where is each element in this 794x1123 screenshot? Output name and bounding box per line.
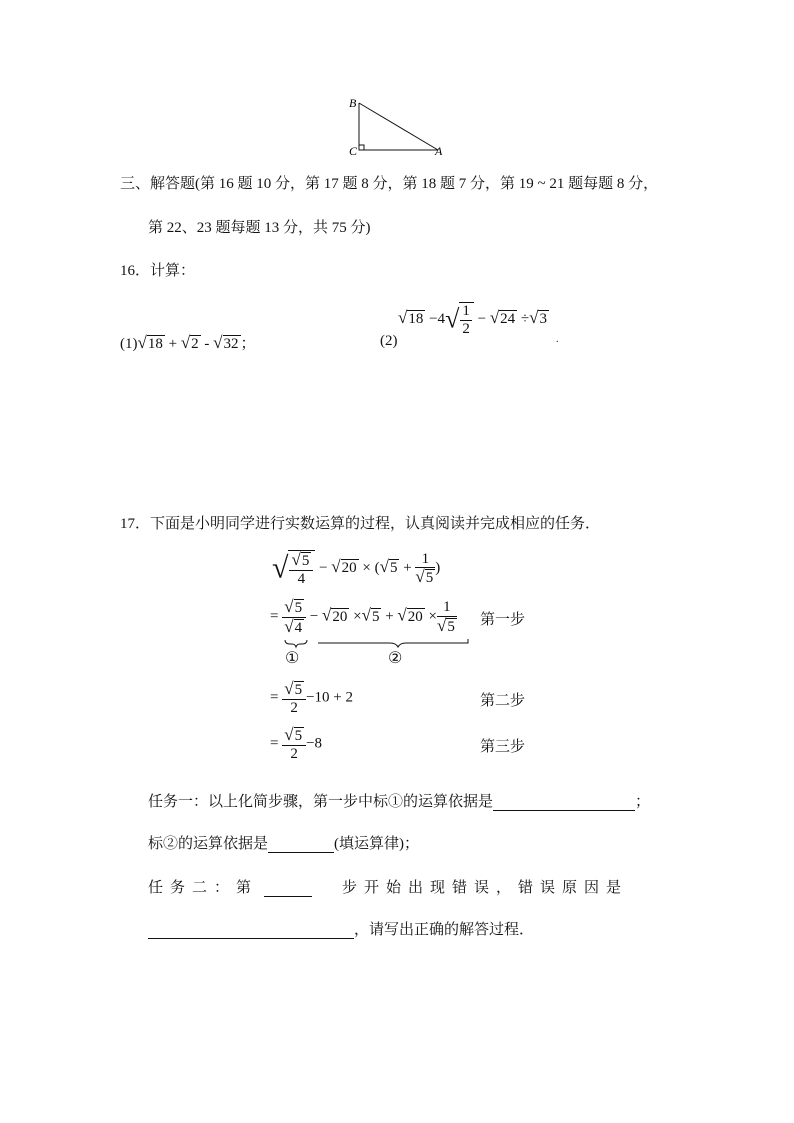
sqrt-symbol: √ — [137, 333, 147, 352]
task2-text-2: 步开始出现错误，错误原因是 — [342, 880, 629, 896]
sqrt-symbol: √ — [272, 551, 289, 585]
radicand: 5 — [294, 682, 303, 698]
section-heading-line1: 三、解答题(第 16 题 10 分，第 17 题 8 分，第 18 题 7 分，第 19 ~ 21 题每题 8 分， — [120, 176, 659, 192]
radicand: 5 — [294, 600, 303, 616]
radicand: 24 — [500, 310, 516, 327]
right-triangle-figure — [340, 92, 460, 158]
equals-sign: = — [270, 735, 279, 752]
operator: + — [168, 336, 178, 352]
fraction — [282, 598, 306, 636]
q17-stem: 17．下面是小明同学进行实数运算的过程，认真阅读并完成相应的任务． — [120, 516, 601, 532]
q16-part1 — [120, 332, 256, 353]
fraction — [282, 726, 306, 762]
radicand: 2 — [191, 336, 199, 352]
radicand: 20 — [332, 608, 348, 625]
denominator — [282, 618, 306, 637]
numerator — [282, 726, 306, 746]
operator: − — [319, 560, 328, 577]
q16-stem: 16．计算： — [120, 263, 196, 279]
answer-blank-4[interactable] — [148, 922, 354, 939]
fraction — [415, 551, 435, 587]
task2-text: 任务二：第 — [148, 880, 259, 896]
denominator: 2 — [290, 745, 298, 762]
mark-1: ① — [285, 650, 300, 667]
brace-1 — [285, 640, 307, 647]
radicand: 18 — [147, 336, 163, 352]
operator: − — [477, 310, 487, 327]
sqrt-symbol: √ — [284, 597, 294, 616]
right-angle-mark — [359, 145, 364, 150]
task1-text: 任务一：以上化简步骤，第一步中标①的运算依据是 — [148, 794, 494, 810]
sqrt-symbol: √ — [436, 615, 447, 635]
operator: ÷ — [520, 310, 530, 327]
operator: + — [403, 560, 412, 577]
q17-expression — [272, 550, 440, 587]
hint-text: (填运算律)； — [334, 836, 420, 852]
step1-label: 第一步 — [480, 612, 526, 628]
denominator — [415, 568, 435, 587]
task1-text-2: 标②的运算依据是 — [148, 836, 269, 852]
numerator: 1 — [415, 551, 435, 569]
sqrt-symbol: √ — [284, 725, 294, 744]
radicand: 20 — [341, 560, 357, 577]
paren: ) — [435, 560, 441, 577]
operator: −4 — [429, 310, 446, 327]
vertex-label-b: B — [349, 96, 357, 110]
punctuation: ； — [240, 336, 256, 352]
answer-blank-2[interactable] — [268, 836, 334, 853]
vertex-label-a: A — [435, 144, 443, 158]
sqrt-symbol: √ — [529, 307, 539, 327]
task2-text-3: ，请写出正确的解答过程． — [354, 922, 535, 938]
radicand: 3 — [539, 310, 547, 327]
radicand: 5 — [389, 560, 398, 577]
task1-line2 — [148, 832, 419, 853]
operator: × — [353, 608, 362, 625]
answer-blank-3[interactable] — [264, 880, 312, 897]
radicand: 5 — [371, 608, 380, 625]
expression-rest: −10 + 2 — [306, 689, 353, 706]
radicand: 20 — [407, 608, 423, 625]
fraction — [288, 550, 315, 587]
numerator: 1 — [437, 599, 457, 617]
sqrt-symbol: √ — [180, 333, 191, 352]
denominator: 2 — [462, 320, 470, 337]
punctuation: ； — [635, 794, 651, 810]
sqrt-symbol: √ — [284, 679, 294, 698]
operator: − — [309, 608, 319, 625]
denominator: 4 — [297, 570, 306, 587]
q17-step3 — [270, 726, 322, 762]
operator: - — [204, 336, 210, 352]
sqrt-symbol: √ — [415, 567, 425, 586]
fraction — [282, 680, 306, 716]
radicand: 5 — [301, 553, 310, 569]
side-ab — [359, 103, 438, 150]
sqrt-symbol: √ — [397, 605, 407, 625]
vertex-label-c: C — [349, 144, 358, 158]
sqrt-symbol: √ — [489, 307, 500, 327]
numerator — [289, 551, 313, 571]
sqrt-symbol: √ — [291, 550, 301, 569]
sqrt-symbol: √ — [398, 307, 408, 327]
operator: × — [428, 608, 437, 625]
denominator: 2 — [290, 699, 298, 716]
q17-step2 — [270, 680, 353, 716]
sqrt-symbol: √ — [331, 557, 341, 577]
sqrt-symbol: √ — [361, 605, 371, 625]
operator: × — [362, 560, 371, 577]
numerator — [282, 680, 306, 700]
paren: ( — [374, 560, 380, 577]
sqrt-symbol: √ — [284, 616, 294, 636]
q17-step1 — [270, 598, 457, 636]
section-heading-line2: 第 22、23 题每题 13 分，共 75 分) — [148, 220, 371, 236]
step1-annotation — [280, 638, 480, 654]
radicand: 4 — [294, 619, 303, 636]
operator: + — [385, 608, 394, 625]
fraction — [459, 302, 474, 337]
radicand: 5 — [425, 570, 434, 586]
mark-2: ② — [388, 650, 403, 667]
sqrt-symbol: √ — [322, 605, 332, 625]
radicand: 5 — [294, 728, 303, 744]
step2-label: 第二步 — [480, 693, 526, 709]
numerator: 1 — [462, 303, 470, 319]
radicand: 32 — [223, 336, 239, 352]
fraction — [437, 599, 457, 635]
brace-2 — [318, 639, 468, 647]
denominator — [437, 617, 457, 636]
q16-part2-end: . — [556, 334, 559, 345]
task2-line2 — [148, 918, 534, 939]
answer-blank-1[interactable] — [493, 794, 635, 811]
equals-sign: = — [270, 689, 279, 706]
sqrt-symbol: √ — [379, 557, 389, 577]
task1-line1 — [148, 790, 650, 811]
task2-line1 — [148, 876, 628, 897]
sqrt-symbol: √ — [213, 333, 223, 352]
radicand: 18 — [408, 310, 424, 327]
q16-part2-expression — [398, 302, 549, 337]
q16-part2-label: (2) — [380, 333, 398, 349]
step3-label: 第三步 — [480, 739, 526, 755]
sqrt-symbol: √ — [445, 304, 460, 334]
part1-label: (1) — [120, 336, 138, 352]
equals-sign: = — [270, 608, 279, 625]
numerator — [282, 598, 306, 618]
expression-rest: −8 — [306, 735, 323, 752]
radicand: 5 — [447, 618, 455, 635]
